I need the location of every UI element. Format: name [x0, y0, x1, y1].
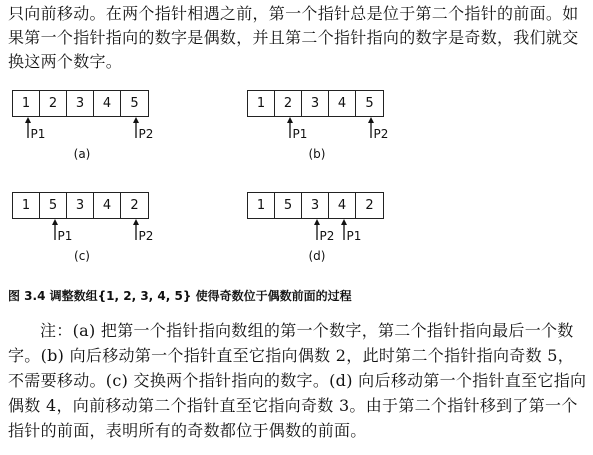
- array-panel: [247, 192, 387, 282]
- panel-caption: (d): [308, 249, 326, 263]
- pointer-arrow: [313, 219, 343, 243]
- array-cells: [12, 90, 149, 117]
- array-panel: [12, 192, 152, 282]
- pointer-arrow: [286, 117, 316, 141]
- array-cell: 5: [275, 193, 302, 218]
- array-cell: 1: [13, 91, 40, 116]
- panel-caption: (b): [308, 147, 326, 161]
- array-cell: 1: [248, 193, 275, 218]
- array-cell: 5: [40, 193, 67, 218]
- pointer-label: P2: [319, 229, 335, 243]
- array-cell: 3: [302, 91, 329, 116]
- pointer-arrow: [24, 117, 54, 141]
- pointer-label: P2: [138, 229, 154, 243]
- array-cell: 5: [130, 96, 139, 111]
- pointer-arrow: [367, 117, 397, 141]
- pointer-label: P2: [138, 127, 154, 141]
- note-paragraph: 注：(a) 把第一个指针指向数组的第一个数字，第二个指针指向最后一个数字。(b) 向后移动第一个指针直至它指向偶数 2，此时第二个指针指向奇数 5，不需要移动。(c) 交换两个指针指向的数字。(d) 向后移动第一个指针直至它指向偶数 4，向前移动第二个指针直至它指向奇数 3。由于第二个指针移到了第一个指针的前面，表明所有的奇数都位于偶数的前面。: [8, 321, 587, 440]
- array-panel: [247, 90, 387, 180]
- array-cell: 3: [302, 193, 329, 218]
- array-cells: [247, 90, 384, 117]
- panel-caption: (c): [74, 249, 90, 263]
- array-cell: 3: [67, 193, 94, 218]
- pointer-label: P2: [373, 127, 389, 141]
- array-panel: [12, 90, 152, 180]
- array-cell: 2: [40, 91, 67, 116]
- array-cells: [12, 192, 149, 219]
- figure-caption: 图 3.4 调整数组{1, 2, 3, 4, 5} 使得奇数位于偶数前面的过程: [8, 289, 352, 303]
- pointer-label: P1: [30, 127, 46, 141]
- array-cells: [247, 192, 384, 219]
- pointer-arrow: [132, 117, 162, 141]
- array-cell: 2: [130, 198, 139, 213]
- pointer-label: P1: [292, 127, 308, 141]
- array-cell: 2: [365, 198, 374, 213]
- pointer-label: P1: [346, 229, 362, 243]
- array-cell: 5: [365, 96, 374, 111]
- array-cell: 4: [94, 91, 121, 116]
- array-cell: 1: [248, 91, 275, 116]
- array-cell: 4: [94, 193, 121, 218]
- array-cell: 1: [13, 193, 40, 218]
- array-cell: 2: [275, 91, 302, 116]
- array-cell: 4: [329, 193, 356, 218]
- array-cell: 4: [329, 91, 356, 116]
- array-cell: 3: [67, 91, 94, 116]
- panel-caption: (a): [73, 147, 91, 161]
- pointer-arrow: [132, 219, 162, 243]
- pointer-arrow: [51, 219, 81, 243]
- intro-paragraph: 只向前移动。在两个指针相遇之前，第一个指针总是位于第二个指针的前面。如果第一个指针指向的数字是偶数，并且第二个指针指向的数字是奇数，我们就交换这两个数字。: [8, 4, 579, 71]
- pointer-label: P1: [57, 229, 73, 243]
- pointer-arrow: [340, 219, 370, 243]
